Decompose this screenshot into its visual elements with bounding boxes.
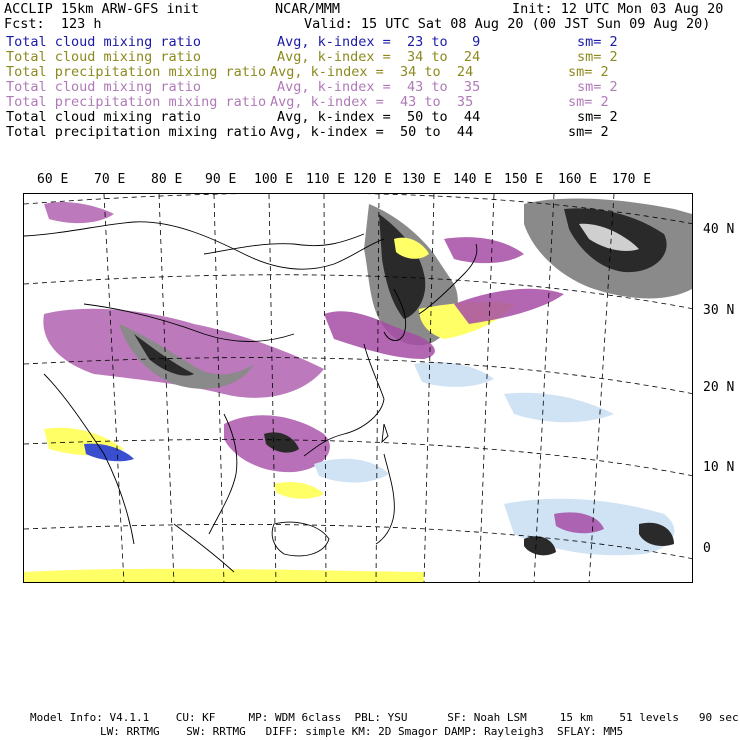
- valid-time: Valid: 15 UTC Sat 08 Aug 20 (00 JST Sun 09 Aug 20): [304, 16, 711, 32]
- asia-boundary-north: [24, 222, 384, 269]
- layer-5-sm: sm= 2: [568, 94, 609, 110]
- layer-4-avg: Avg, k-index = 43 to 35: [277, 79, 481, 95]
- sumatra-coast: [174, 524, 234, 572]
- lon-label-170e: 170 E: [612, 172, 652, 187]
- init-time: Init: 12 UTC Mon 03 Aug 20: [512, 1, 724, 17]
- lon-label-160e: 160 E: [558, 172, 598, 187]
- lon-label-70e: 70 E: [94, 172, 126, 187]
- institution-label: NCAR/MMM: [275, 1, 341, 17]
- borneo-coast: [272, 522, 329, 556]
- physics-info-line: LW: RRTMG SW: RRTMG DIFF: simple KM: 2D Smagor DAMP: Rayleigh3 SFLAY: MM5: [100, 725, 624, 738]
- south-china-sea-yellow: [274, 482, 324, 499]
- lon-line-110e: [324, 194, 326, 583]
- layer-7-name: Total precipitation mixing ratio: [6, 124, 267, 140]
- central-pacific-blue: [414, 362, 494, 387]
- lon-label-150e: 150 E: [504, 172, 544, 187]
- cloud-fields: [24, 199, 692, 583]
- lon-line-70e: [104, 194, 124, 583]
- lon-label-80e: 80 E: [151, 172, 183, 187]
- manchuria-purple: [444, 237, 524, 263]
- layer-1-avg: Avg, k-index = 23 to 9: [277, 34, 481, 50]
- map-panel: [23, 193, 693, 583]
- layer-2-name: Total cloud mixing ratio: [6, 49, 202, 65]
- lon-label-120e: 120 E: [353, 172, 393, 187]
- layer-7-avg: Avg, k-index = 50 to 44: [270, 124, 474, 140]
- lat-label-20n: 20 N: [703, 380, 735, 395]
- taiwan: [382, 424, 388, 442]
- lon-label-130e: 130 E: [402, 172, 442, 187]
- layer-1-sm: sm= 2: [577, 34, 618, 50]
- layer-6-avg: Avg, k-index = 50 to 44: [277, 109, 481, 125]
- layer-5-avg: Avg, k-index = 43 to 35: [270, 94, 474, 110]
- layer-2-sm: sm= 2: [577, 49, 618, 65]
- lon-label-100e: 100 E: [254, 172, 294, 187]
- lon-label-60e: 60 E: [37, 172, 69, 187]
- lat-label-30n: 30 N: [703, 303, 735, 318]
- layer-3-avg: Avg, k-index = 34 to 24: [270, 64, 474, 80]
- layer-1-name: Total cloud mixing ratio: [6, 34, 202, 50]
- forecast-hour: Fcst: 123 h: [4, 16, 102, 32]
- subtropical-pacific-blue: [504, 393, 614, 423]
- layer-3-sm: sm= 2: [568, 64, 609, 80]
- model-title: ACCLIP 15km ARW-GFS init: [4, 1, 200, 17]
- lat-label-40n: 40 N: [703, 222, 735, 237]
- layer-4-name: Total cloud mixing ratio: [6, 79, 202, 95]
- lon-label-110e: 110 E: [306, 172, 346, 187]
- lon-label-90e: 90 E: [205, 172, 237, 187]
- central-asia-purple: [44, 202, 114, 223]
- map-canvas: [24, 194, 693, 583]
- layer-3-name: Total precipitation mixing ratio: [6, 64, 267, 80]
- lat-label-10n: 10 N: [703, 460, 735, 475]
- india-blue: [84, 444, 134, 462]
- mongolia-border: [204, 234, 364, 254]
- model-info-line: Model Info: V4.1.1 CU: KF MP: WDM 6class PBL: YSU SF: Noah LSM 15 km 51 levels 90 sec: [30, 711, 739, 724]
- layer-2-avg: Avg, k-index = 34 to 24: [277, 49, 481, 65]
- layer-7-sm: sm= 2: [568, 124, 609, 140]
- south-china-sea-blue: [314, 459, 389, 483]
- lon-label-140e: 140 E: [453, 172, 493, 187]
- layer-6-sm: sm= 2: [577, 109, 618, 125]
- lat-label-equator: 0: [703, 541, 711, 556]
- layer-6-name: Total cloud mixing ratio: [6, 109, 202, 125]
- layer-4-sm: sm= 2: [577, 79, 618, 95]
- layer-5-name: Total precipitation mixing ratio: [6, 94, 267, 110]
- pacific-band-purple: [454, 289, 564, 324]
